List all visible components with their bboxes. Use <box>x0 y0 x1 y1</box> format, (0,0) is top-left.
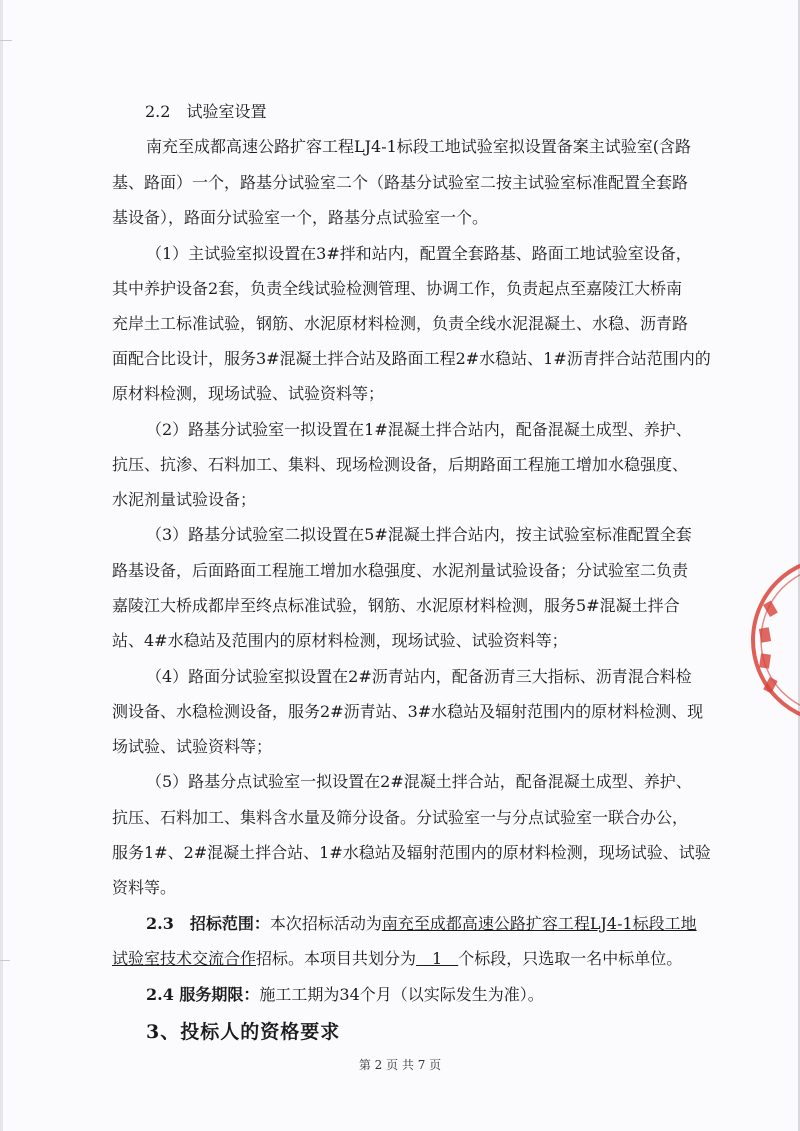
lot-count: 1 <box>416 949 459 968</box>
paragraph-line: 抗压、石料加工、集料含水量及筛分设备。分试验室一与分点试验室一联合办公， <box>112 808 689 827</box>
paragraph-line: 服务1#、2#混凝土拌合站、1#水稳站及辐射范围内的原材料检测，现场试验、试验 <box>112 843 711 862</box>
paragraph-line: 场试验、试验资料等； <box>112 737 273 756</box>
section-2-4-line <box>146 985 544 1005</box>
paragraph-line: 嘉陵江大桥成都岸至终点标准试验，钢筋、水泥原材料检测，服务5#混凝土拌合 <box>112 596 680 615</box>
paragraph-line: 路基设备，后面路面工程施工增加水稳强度、水泥剂量试验设备；分试验室二负责 <box>112 561 689 580</box>
section-3-heading: 3、投标人的资格要求 <box>146 1021 341 1043</box>
scan-mark <box>0 40 12 41</box>
paragraph-line: 基、路面）一个，路基分试验室二个（路基分试验室二按主试验室标准配置全套路 <box>112 173 689 192</box>
paragraph-line: 资料等。 <box>112 878 177 897</box>
company-seal <box>740 540 800 740</box>
paragraph-line: 其中养护设备2套，负责全线试验检测管理、协调工作，负责起点至嘉陵江大桥南 <box>112 279 683 298</box>
page-number: 第 2 页 共 7 页 <box>358 1058 442 1072</box>
section-2-3-text: 本次招标活动为 <box>269 914 382 933</box>
paragraph-line: 抗压、抗渗、石料加工、集料、现场检测设备，后期路面工程施工增加水稳强度、 <box>112 455 689 474</box>
paragraph-line: （4）路面分试验室拟设置在2#沥青站内，配备沥青三大指标、沥青混合料检 <box>146 667 692 686</box>
paragraph-line: 南充至成都高速公路扩容工程LJ4-1标段工地试验室拟设置备案主试验室(含路 <box>146 137 692 156</box>
section-2-3-label: 2.3 招标范围： <box>146 914 270 933</box>
paragraph-line: 测设备、水稳检测设备，服务2#沥青站、3#水稳站及辐射范围内的原材料检测、现 <box>112 702 704 721</box>
section-2-3-text: 个标段，只选取一名中标单位。 <box>458 949 683 968</box>
paragraph-line: （2）路基分试验室一拟设置在1#混凝土拌合站内，配备混凝土成型、养护、 <box>146 420 692 439</box>
paragraph-line: 充岸土工标准试验，钢筋、水泥原材料检测，负责全线水泥混凝土、水稳、沥青路 <box>112 314 689 333</box>
seal-icon <box>740 540 800 740</box>
section-2-3-text: 招标。本项目共划分为 <box>256 949 417 968</box>
paragraph-line: 基设备），路面分试验室一个，路基分点试验室一个。 <box>112 208 489 227</box>
scan-mark <box>0 960 10 961</box>
paragraph-line: 水泥剂量试验设备； <box>112 490 257 509</box>
section-2-3-line-2 <box>112 949 682 969</box>
paragraph-line: （5）路基分点试验室一拟设置在2#混凝土拌合站，配备混凝土成型、养护、 <box>146 772 692 791</box>
section-2-3-line-1 <box>146 914 697 934</box>
section-2-4-label: 2.4 服务期限： <box>146 985 260 1004</box>
paragraph-line: 站、4#水稳站及范围内的原材料检测，现场试验、试验资料等； <box>112 631 568 650</box>
section-2-2-heading: 2.2 试验室设置 <box>145 102 267 121</box>
paragraph-line: 面配合比设计，服务3#混凝土拌合站及路面工程2#水稳站、1#沥青拌合站范围内的 <box>112 349 711 368</box>
project-name: 南充至成都高速公路扩容工程LJ4-1标段工地 <box>381 914 697 933</box>
project-name-cont: 试验室技术交流合作 <box>112 949 257 968</box>
paragraph-line: 原材料检测，现场试验、试验资料等； <box>112 384 385 403</box>
paragraph-line: （3）路基分试验室二拟设置在5#混凝土拌合站内，按主试验室标准配置全套 <box>146 525 692 544</box>
paragraph-line: （1）主试验室拟设置在3#拌和站内，配置全套路基、路面工地试验室设备， <box>146 244 692 263</box>
section-2-4-text: 施工工期为34个月（以实际发生为准）。 <box>259 985 544 1004</box>
scan-edge-left <box>0 0 3 1131</box>
